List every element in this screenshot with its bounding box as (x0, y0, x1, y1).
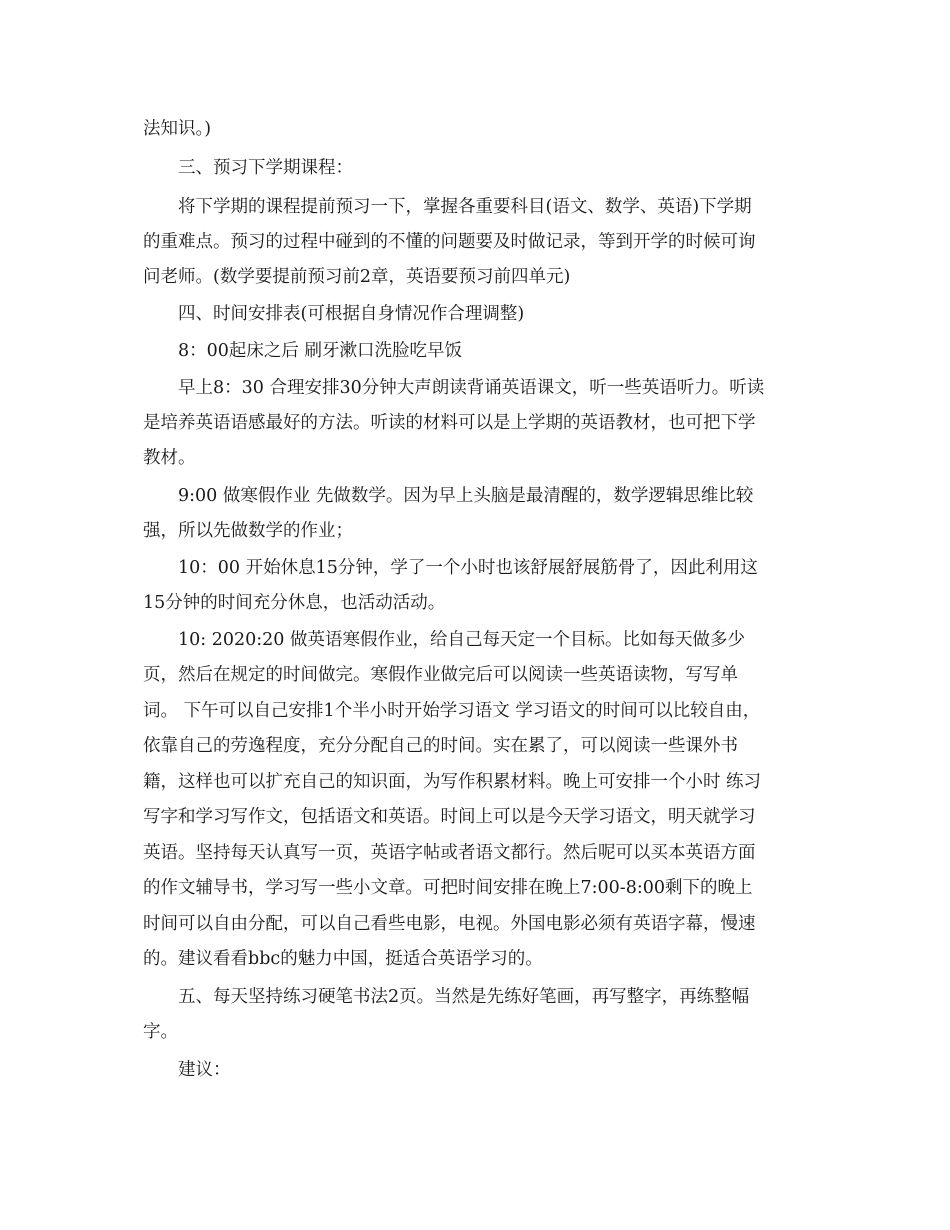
text-line: 的作文辅导书，学习写一些小文章。可把时间安排在晚上7:00-8:00剩下的晚上 (143, 878, 753, 898)
text-line: 问老师。(数学要提前预习前2章，英语要预习前四单元) (143, 267, 571, 287)
text-line: 法知识。) (143, 119, 212, 139)
section-heading: 四、时间安排表(可根据自身情况作合理调整) (178, 304, 525, 324)
text-line: 10: 2020:20 做英语寒假作业，给自己每天定一个目标。比如每天做多少 (178, 630, 745, 650)
text-line: 教材。 (143, 448, 196, 468)
text-line: 字。 (143, 1022, 178, 1042)
text-line: 15分钟的时间充分休息，也活动活动。 (143, 593, 446, 613)
text-line: 是培养英语语感最好的方法。听读的材料可以是上学期的英语教材，也可把下学 (143, 413, 756, 433)
text-line: 10：00 开始休息15分钟，学了一个小时也该舒展舒展筋骨了，因此利用这 (178, 558, 758, 578)
text-line: 词。 下午可以自己安排1个半小时开始学习语文 学习语文的时间可以比较自由， (143, 701, 761, 721)
text-line: 页，然后在规定的时间做完。寒假作业做完后可以阅读一些英语读物，写写单 (143, 665, 738, 685)
text-line: 籍，这样也可以扩充自己的知识面，为写作积累材料。晚上可安排一个小时 练习 (143, 772, 762, 792)
text-line: 强，所以先做数学的作业； (143, 521, 353, 541)
text-line: 的重难点。预习的过程中碰到的不懂的问题要及时做记录，等到开学的时候可询 (143, 232, 756, 252)
section-heading: 三、预习下学期课程： (178, 158, 353, 178)
section-heading: 建议： (178, 1060, 231, 1080)
text-line: 早上8：30 合理安排30分钟大声朗读背诵英语课文，听一些英语听力。听读 (178, 378, 765, 398)
text-line: 的。建议看看bbc的魅力中国，挺适合英语学习的。 (143, 949, 543, 969)
text-line: 时间可以自由分配，可以自己看些电影，电视。外国电影必须有英语字幕，慢速 (143, 914, 756, 934)
text-line: 写字和学习写作文，包括语文和英语。时间上可以是今天学习语文，明天就学习 (143, 807, 756, 827)
text-line: 依靠自己的劳逸程度，充分分配自己的时间。实在累了，可以阅读一些课外书 (143, 736, 738, 756)
text-line: 9:00 做寒假作业 先做数学。因为早上头脑是最清醒的，数学逻辑思维比较 (178, 486, 754, 506)
text-line: 将下学期的课程提前预习一下，掌握各重要科目(语文、数学、英语)下学期 (178, 197, 752, 217)
section-heading: 五、每天坚持练习硬笔书法2页。当然是先练好笔画，再写整字，再练整幅 (178, 987, 750, 1007)
text-line: 8：00起床之后 刷牙漱口洗脸吃早饭 (178, 341, 462, 361)
text-line: 英语。坚持每天认真写一页，英语字帖或者语文都行。然后呢可以买本英语方面 (143, 843, 756, 863)
